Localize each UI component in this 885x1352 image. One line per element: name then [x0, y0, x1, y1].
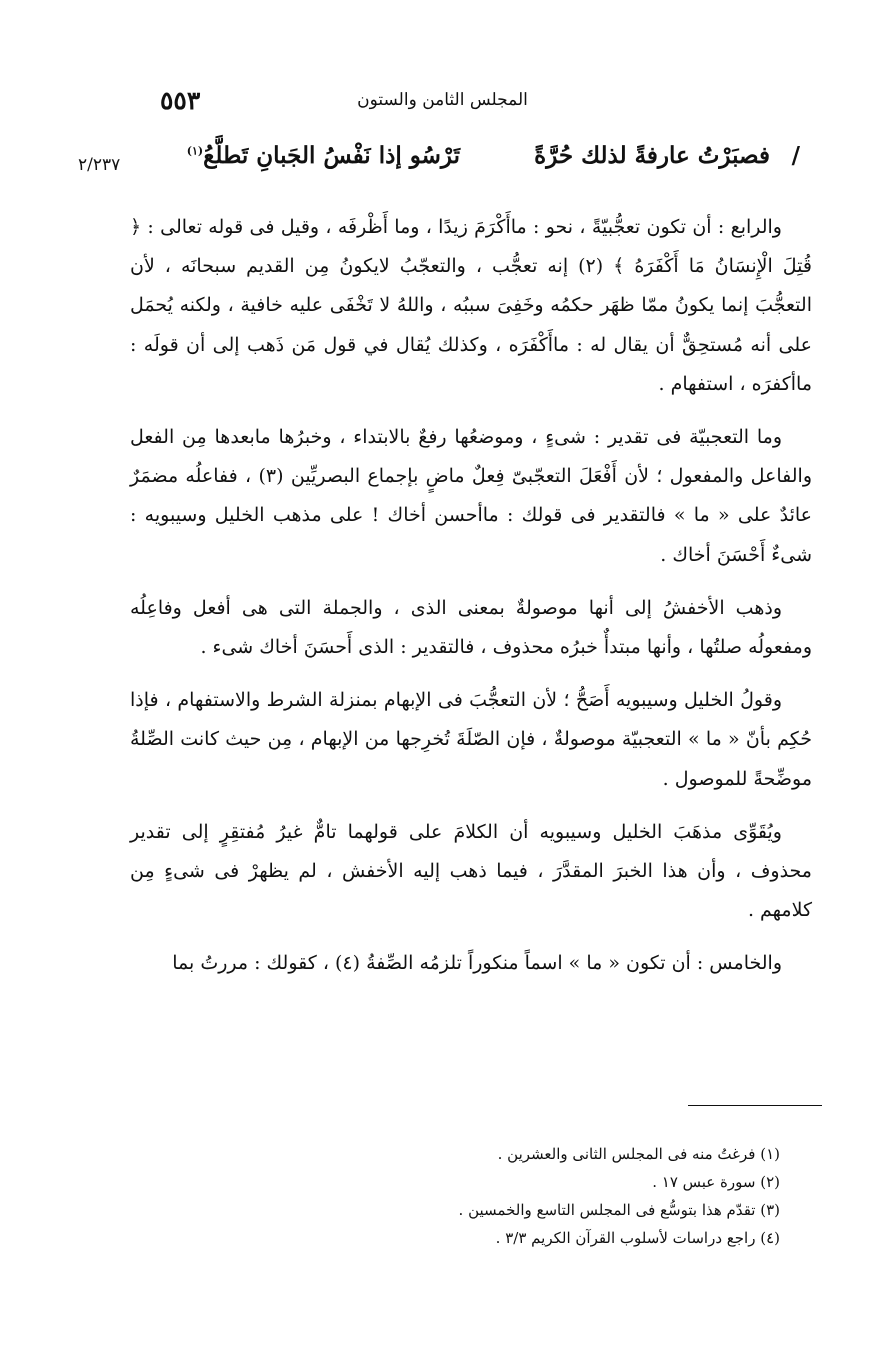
body-text: [130, 208, 812, 998]
footnote: (٤) راجع دراسات لأسلوب القرآن الكريم ٣/٣ .: [495, 1229, 780, 1247]
verse-hemistich-1: فصبَرْتُ عارفةً لذلك حُرَّةً: [534, 142, 770, 169]
footnote-ref-1: (١): [186, 144, 204, 158]
footnote: (١) فرغتُ منه فى المجلس الثانى والعشرين .: [497, 1145, 780, 1163]
paragraph: ويُقَوِّى مذهَبَ الخليل وسيبويه أن الكلامَ على قولهما تامٌّ غيرُ مُفتقِرٍ إلى تقدير محذوف ، وأن هذا الخبرَ المقدَّرَ ، فيما ذهب إليه الأخفش ، لم يظهرْ فى شىءٍ مِن كلامهم .: [130, 820, 812, 922]
footnote-separator: [688, 1105, 822, 1106]
footnote: (٢) سورة عبس ١٧ .: [652, 1173, 780, 1191]
running-head: المجلس الثامن والستون: [357, 90, 528, 110]
verse-hemistich-2: تَرْسُو إذا نَفْسُ الجَبانِ تَطلَّعُ$^{(١)}$: [186, 142, 460, 169]
paragraph: وقولُ الخليل وسيبويه أَصَحُّ ؛ لأن التعجُّبَ فى الإبهام بمنزلة الشرط والاستفهام ، فإذا حُكِم بأنّ « ما » التعجبيّة موصولةٌ ، فإن الصّلَةَ تُخرِجها من الإبهام ، مِن حيث كانت الصِّلةُ موضِّحةً للموصول .: [130, 689, 812, 790]
paragraph: والرابع : أن تكون تعجُّبيّةً ، نحو : ماأَكْرَمَ زيدًا ، وما أَظْرفَه ، وقيل فى قوله تعالى : ﴿ قُتِلَ الْإِنسَانُ مَا أَكْفَرَهُ ﴾ (٢) إنه تعجُّب ، والتعجّبُ لايكونُ مِن القديم سبحانَه ، لأن التعجُّبَ إنما يكونُ ممّا ظهَر حكمُه وخَفِىَ سببُه ، واللهُ لا تَخْفَى عليه خافية ، ولكنه يُحمَل على أنه مُستحِقٌّ أن يقال له : ماأَكْفَرَه ، وكذلك يُقال في قول مَن ذَهب إلى أن قولَه : ماأكفرَه ، استفهام .: [130, 216, 812, 395]
verse-mark: /: [791, 142, 800, 169]
page-number: ٥٥٣: [160, 86, 201, 115]
paragraph: وذهب الأخفشُ إلى أنها موصولةٌ بمعنى الذى ، والجملة التى هى أفعل وفاعِلُه ومفعولُه صلتُها ، وأنها مبتدأٌ خبرُه محذوف ، فالتقدير : الذى أَحسَنَ أخاك شىء .: [130, 596, 812, 659]
paragraph: والخامس : أن تكون « ما » اسماً منكوراً تلزمُه الصِّفةُ (٤) ، كقولك : مررتُ بما: [172, 952, 782, 975]
footnote: (٣) تقدّم هذا بتوسُّع فى المجلس التاسع والخمسين .: [458, 1201, 780, 1219]
paragraph: وما التعجبيّة فى تقدير : شىءٍ ، وموضعُها رفعٌ بالابتداء ، وخبرُها مابعدها مِن الفعل والفاعل والمفعول ؛ لأن أَفْعَلَ التعجّبىّ فِعلٌ ماضٍ بإجماع البصريِّين (٣) ، ففاعلُه مضمَرٌ عائدٌ على « ما » فالتقدير فى قولك : ماأحسن أخاك ! على مذهب الخليل وسيبويه : شىءٌ أَحْسَنَ أخاك .: [130, 426, 812, 566]
footnotes: [350, 1140, 780, 1252]
margin-reference: ٢/٢٣٧: [78, 155, 121, 175]
